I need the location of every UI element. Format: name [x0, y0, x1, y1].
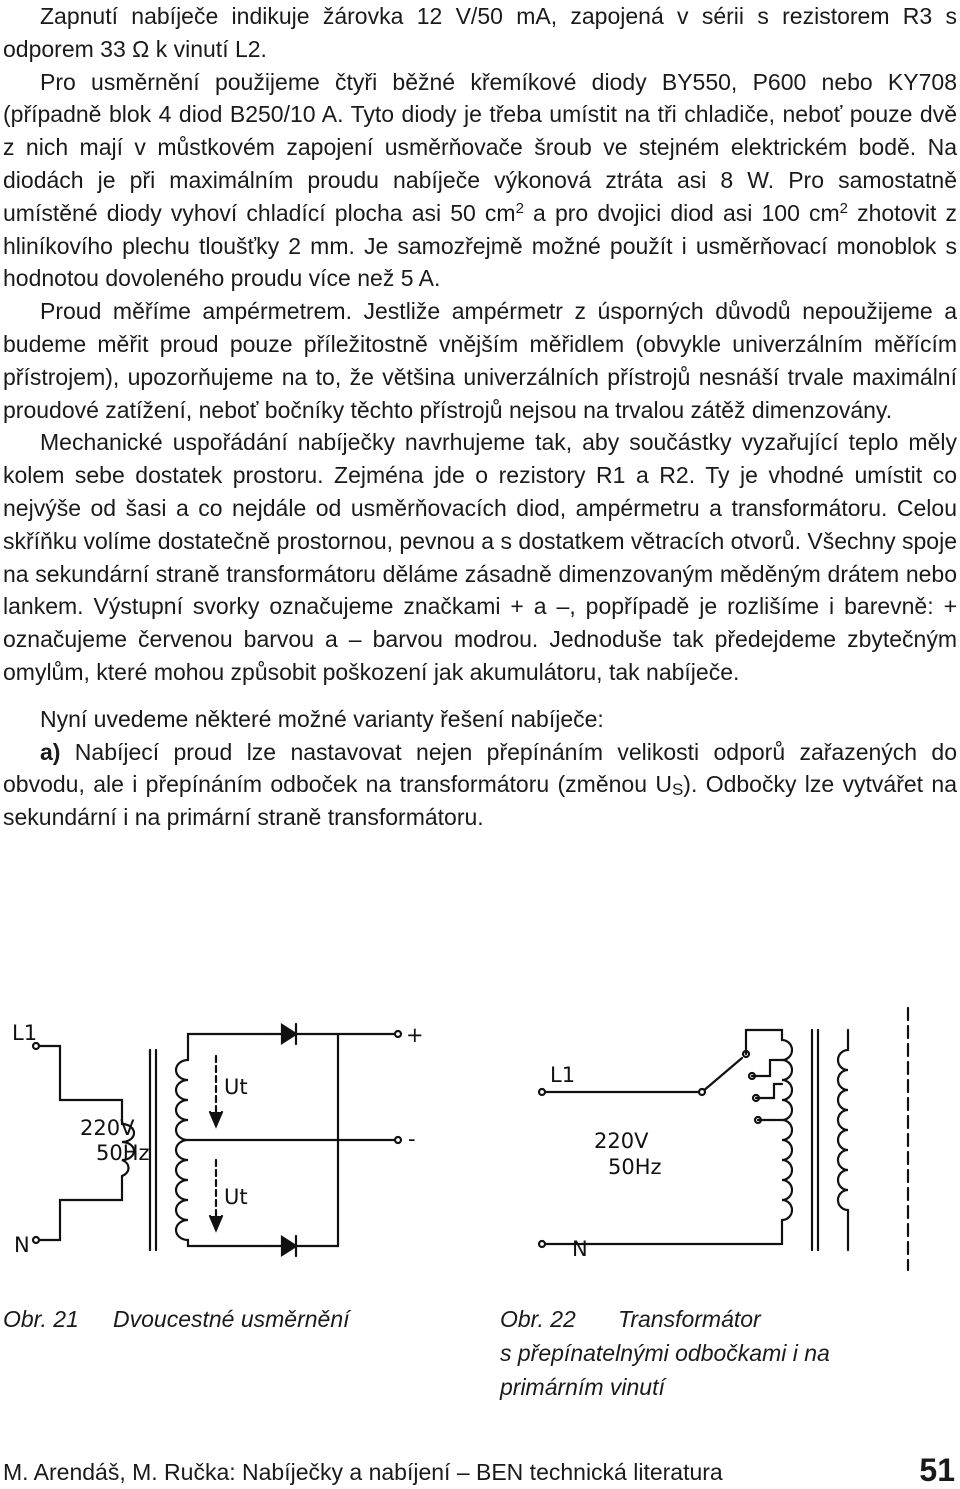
caption-line: s přepínatelnými odbočkami i na: [500, 1340, 830, 1366]
footer-credit: M. Arendáš, M. Ručka: Nabíječky a nabíjení – BEN technická literatura: [3, 1459, 723, 1485]
text-run: a pro dvojici diod asi 100 cm: [523, 199, 840, 226]
caption-text: Transformátor: [618, 1306, 761, 1332]
paragraph-variants-intro: Nyní uvedeme některé možné varianty řešení nabíječe:: [40, 705, 604, 732]
subscript: S: [671, 780, 684, 800]
label-ut-bottom: Ut: [224, 1185, 248, 1209]
text-run: ). Odbočky lze vytvářet na sekundární i na primární straně transformátoru.: [3, 771, 957, 831]
label-minus: -: [408, 1127, 416, 1151]
figure-22-caption: [500, 1302, 830, 1404]
figure-21-svg: [0, 1000, 460, 1290]
paragraph-rectifier: [3, 66, 957, 296]
page-number: 51: [919, 1452, 955, 1488]
figure-22-schematic: [530, 1000, 950, 1280]
paragraph-ammeter: Proud měříme ampérmetrem. Jestliže ampérmetr z úsporných důvodů nepoužijeme a budeme měřit proud pouze příležitostně vnějším měřidlem (obvykle univerzálním měřícím přístrojem), upozorňujeme na to, že většina univerzálních přístrojů nesnáší trvale maximální proudové zatížení, neboť bočníky těchto přístrojů nejsou na trvalou zátěž dimenzovány.: [3, 298, 957, 423]
superscript: 2: [839, 199, 848, 217]
caption-number: Obr. 21: [3, 1306, 79, 1332]
body-text: [3, 0, 957, 834]
label-voltage: 220V: [80, 1116, 135, 1140]
page-footer: [3, 1452, 957, 1489]
label-n: N: [572, 1237, 588, 1261]
paragraph-variant-a: [3, 736, 957, 834]
variant-marker: a): [40, 738, 61, 765]
text-run: Nabíjecí proud lze nastavovat nejen přepínáním velikosti odporů zařazených do obvodu, ale i přepínáním odboček na transformátoru (změnou U: [3, 738, 957, 798]
label-l1: L1: [12, 1021, 38, 1045]
text-run: zhotovit z hliníkovího plechu tloušťky 2 mm. Je samozřejmě možné použít i usměrňovací monoblok s hodnotou dovoleného proudu více než 5 A.: [3, 199, 957, 292]
text-run: Pro usměrnění použijeme čtyři běžné křemíkové diody BY550, P600 nebo KY708 (případně blok 4 diod B250/10 A. Tyto diody je třeba umístit na tři chladiče, neboť pouze dvě z nich mají v můstkovém zapojení usměrňovače šroub ve stejném elektrickém bodě. Na diodách je při maximálním proudu nabíječe výkonová ztráta asi 8 W. Pro samostatně umístěné diody vyhoví chladící plocha asi 50 cm: [3, 68, 957, 226]
caption-line: primárním vinutí: [500, 1374, 665, 1400]
paragraph-mechanical: Mechanické uspořádání nabíječky navrhujeme tak, aby součástky vyzařující teplo měly kolem sebe dostatek prostoru. Zejména jde o rezistory R1 a R2. Ty je vhodné umístit co nejvýše od šasi a co nejdále od usměrňovacích diod, ampérmetru a transformátoru. Celou skříňku volíme dostatečně prostornou, pevnou a s dostatkem větracích otvorů. Všechny spoje na sekundární straně transformátoru děláme zásadně dimenzovaným měděným drátem nebo lankem. Výstupní svorky označujeme značkami + a –, popřípadě je rozlišíme i barevně: + označujeme červenou barvou a – barvou modrou. Jednoduše tak předejdeme zbytečným omylům, které mohou způsobit poškození jak akumulátoru, tak nabíječe.: [3, 429, 957, 685]
label-n: N: [14, 1233, 30, 1257]
figure-21-caption: [3, 1302, 350, 1336]
label-frequency: 50Hz: [608, 1155, 662, 1179]
figure-21-schematic: [0, 1000, 460, 1290]
label-frequency: 50Hz: [96, 1141, 150, 1165]
figure-22-svg: [530, 1000, 950, 1280]
paragraph-indicator: Zapnutí nabíječe indikuje žárovka 12 V/50 mA, zapojená v sérii s rezistorem R3 s odporem 33 Ω k vinutí L2.: [3, 3, 957, 62]
caption-text: Dvoucestné usměrnění: [113, 1306, 350, 1332]
label-plus: +: [406, 1023, 424, 1047]
label-ut-top: Ut: [224, 1075, 248, 1099]
label-l1: L1: [550, 1063, 576, 1087]
label-voltage: 220V: [594, 1129, 649, 1153]
superscript: 2: [515, 199, 524, 217]
caption-number: Obr. 22: [500, 1306, 576, 1332]
